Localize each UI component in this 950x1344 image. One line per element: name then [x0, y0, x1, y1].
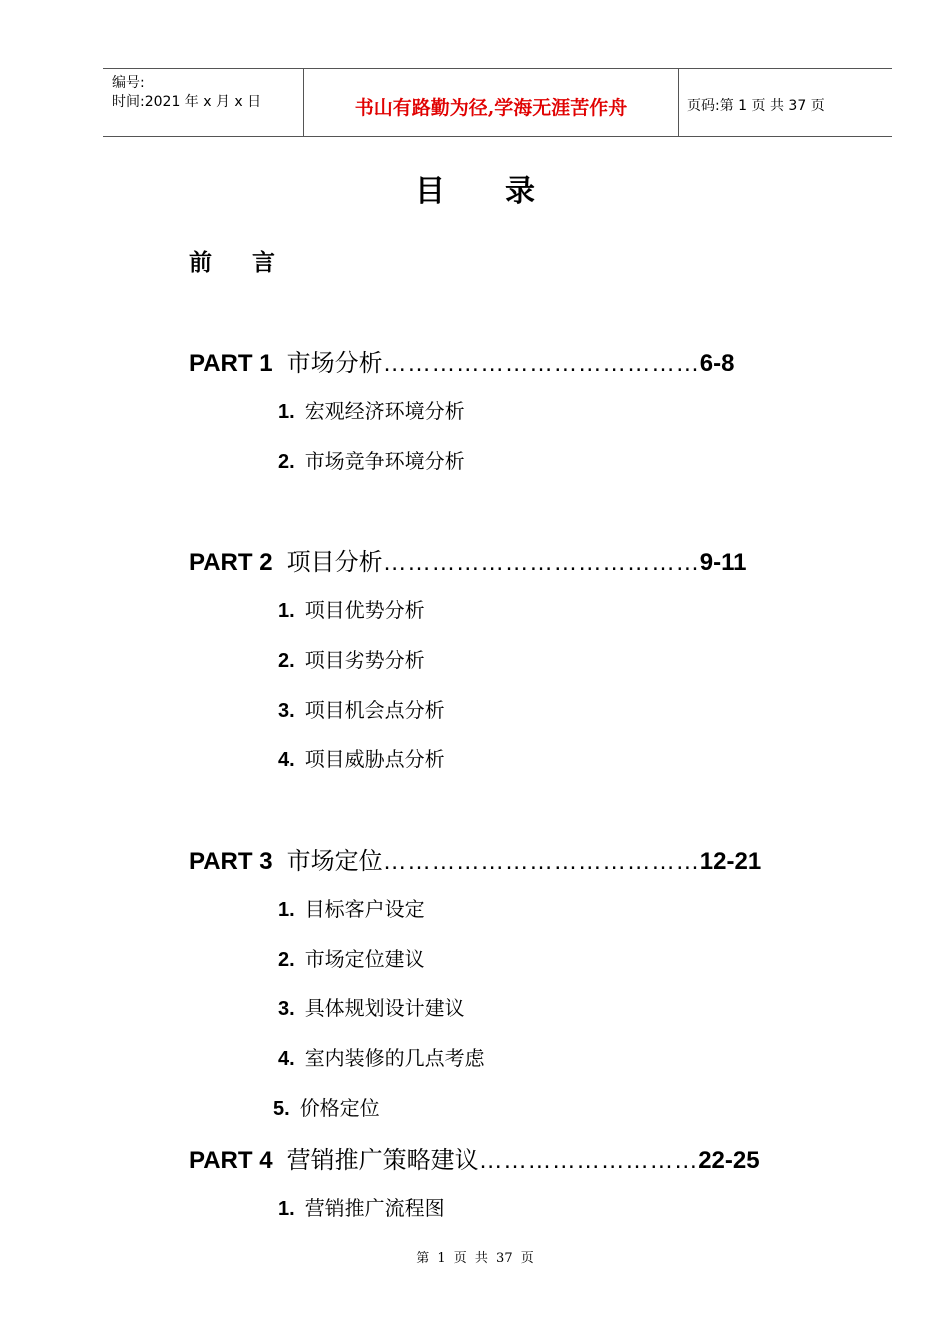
- part-pages: 6-8: [699, 350, 735, 377]
- dot-leader: ………………………: [478, 1147, 699, 1174]
- item-text: 项目劣势分析: [304, 648, 425, 672]
- item-text: 具体规划设计建议: [304, 996, 465, 1020]
- item-number: 2.: [278, 451, 295, 473]
- item-text: 市场定位建议: [304, 947, 425, 971]
- part-name: 市场定位: [286, 847, 383, 875]
- header-motto-cell: [303, 69, 679, 136]
- page-footer: 第 1 页 共 37 页: [416, 1251, 534, 1266]
- time-label: 时间:2021 年 x 月 x 日: [112, 94, 262, 110]
- toc-item-1-1[interactable]: [278, 395, 465, 424]
- part-name: 营销推广策略建议: [286, 1146, 479, 1174]
- toc-item-1-2[interactable]: [278, 445, 465, 474]
- header-page-info: 页码:第 1 页 共 37 页: [687, 98, 825, 114]
- item-text: 室内装修的几点考虑: [304, 1046, 485, 1070]
- header-left-cell: [103, 69, 303, 136]
- toc-item-4-1[interactable]: [278, 1192, 445, 1221]
- item-text: 市场竞争环境分析: [304, 449, 465, 473]
- toc-part-3[interactable]: [189, 841, 761, 876]
- toc-preface: 前言: [189, 250, 315, 276]
- part-name: 项目分析: [286, 548, 383, 576]
- item-number: 4.: [278, 749, 295, 771]
- item-text: 营销推广流程图: [304, 1196, 445, 1220]
- toc-item-3-5[interactable]: [273, 1092, 380, 1121]
- serial-label: 编号:: [112, 75, 145, 91]
- item-number: 2.: [278, 650, 295, 672]
- dot-leader: …………………………………: [382, 848, 700, 875]
- item-number: 1.: [278, 401, 295, 423]
- item-text: 项目威胁点分析: [304, 747, 445, 771]
- part-pages: 9-11: [699, 549, 747, 576]
- toc-item-2-2[interactable]: [278, 644, 425, 673]
- item-number: 5.: [273, 1098, 290, 1120]
- part-label: PART 2: [189, 549, 273, 576]
- header-motto: 书山有路勤为径,学海无涯苦作舟: [354, 97, 628, 119]
- part-label: PART 1: [189, 350, 273, 377]
- toc-item-3-2[interactable]: [278, 943, 425, 972]
- part-label: PART 4: [189, 1147, 273, 1174]
- toc-part-4[interactable]: [189, 1140, 760, 1175]
- header-page-cell: [678, 69, 892, 136]
- item-text: 价格定位: [299, 1096, 380, 1120]
- dot-leader: …………………………………: [382, 549, 700, 576]
- toc-item-3-4[interactable]: [278, 1042, 485, 1071]
- toc-item-2-4[interactable]: [278, 743, 445, 772]
- item-number: 4.: [278, 1048, 295, 1070]
- dot-leader: …………………………………: [382, 350, 700, 377]
- item-number: 1.: [278, 1198, 295, 1220]
- item-text: 宏观经济环境分析: [304, 399, 465, 423]
- part-label: PART 3: [189, 848, 273, 875]
- part-name: 市场分析: [286, 349, 383, 377]
- toc-item-3-1[interactable]: [278, 893, 425, 922]
- item-number: 1.: [278, 899, 295, 921]
- toc-item-2-3[interactable]: [278, 694, 445, 723]
- item-text: 目标客户设定: [304, 897, 425, 921]
- item-number: 3.: [278, 998, 295, 1020]
- part-pages: 12-21: [699, 848, 762, 875]
- toc-part-1[interactable]: [189, 343, 734, 378]
- toc-title: 目录: [415, 174, 595, 209]
- part-pages: 22-25: [698, 1147, 760, 1174]
- item-text: 项目优势分析: [304, 598, 425, 622]
- item-number: 3.: [278, 700, 295, 722]
- toc-item-3-3[interactable]: [278, 992, 465, 1021]
- item-number: 2.: [278, 949, 295, 971]
- item-text: 项目机会点分析: [304, 698, 445, 722]
- toc-item-2-1[interactable]: [278, 594, 425, 623]
- page-header: [103, 68, 892, 137]
- item-number: 1.: [278, 600, 295, 622]
- toc-part-2[interactable]: [189, 542, 747, 577]
